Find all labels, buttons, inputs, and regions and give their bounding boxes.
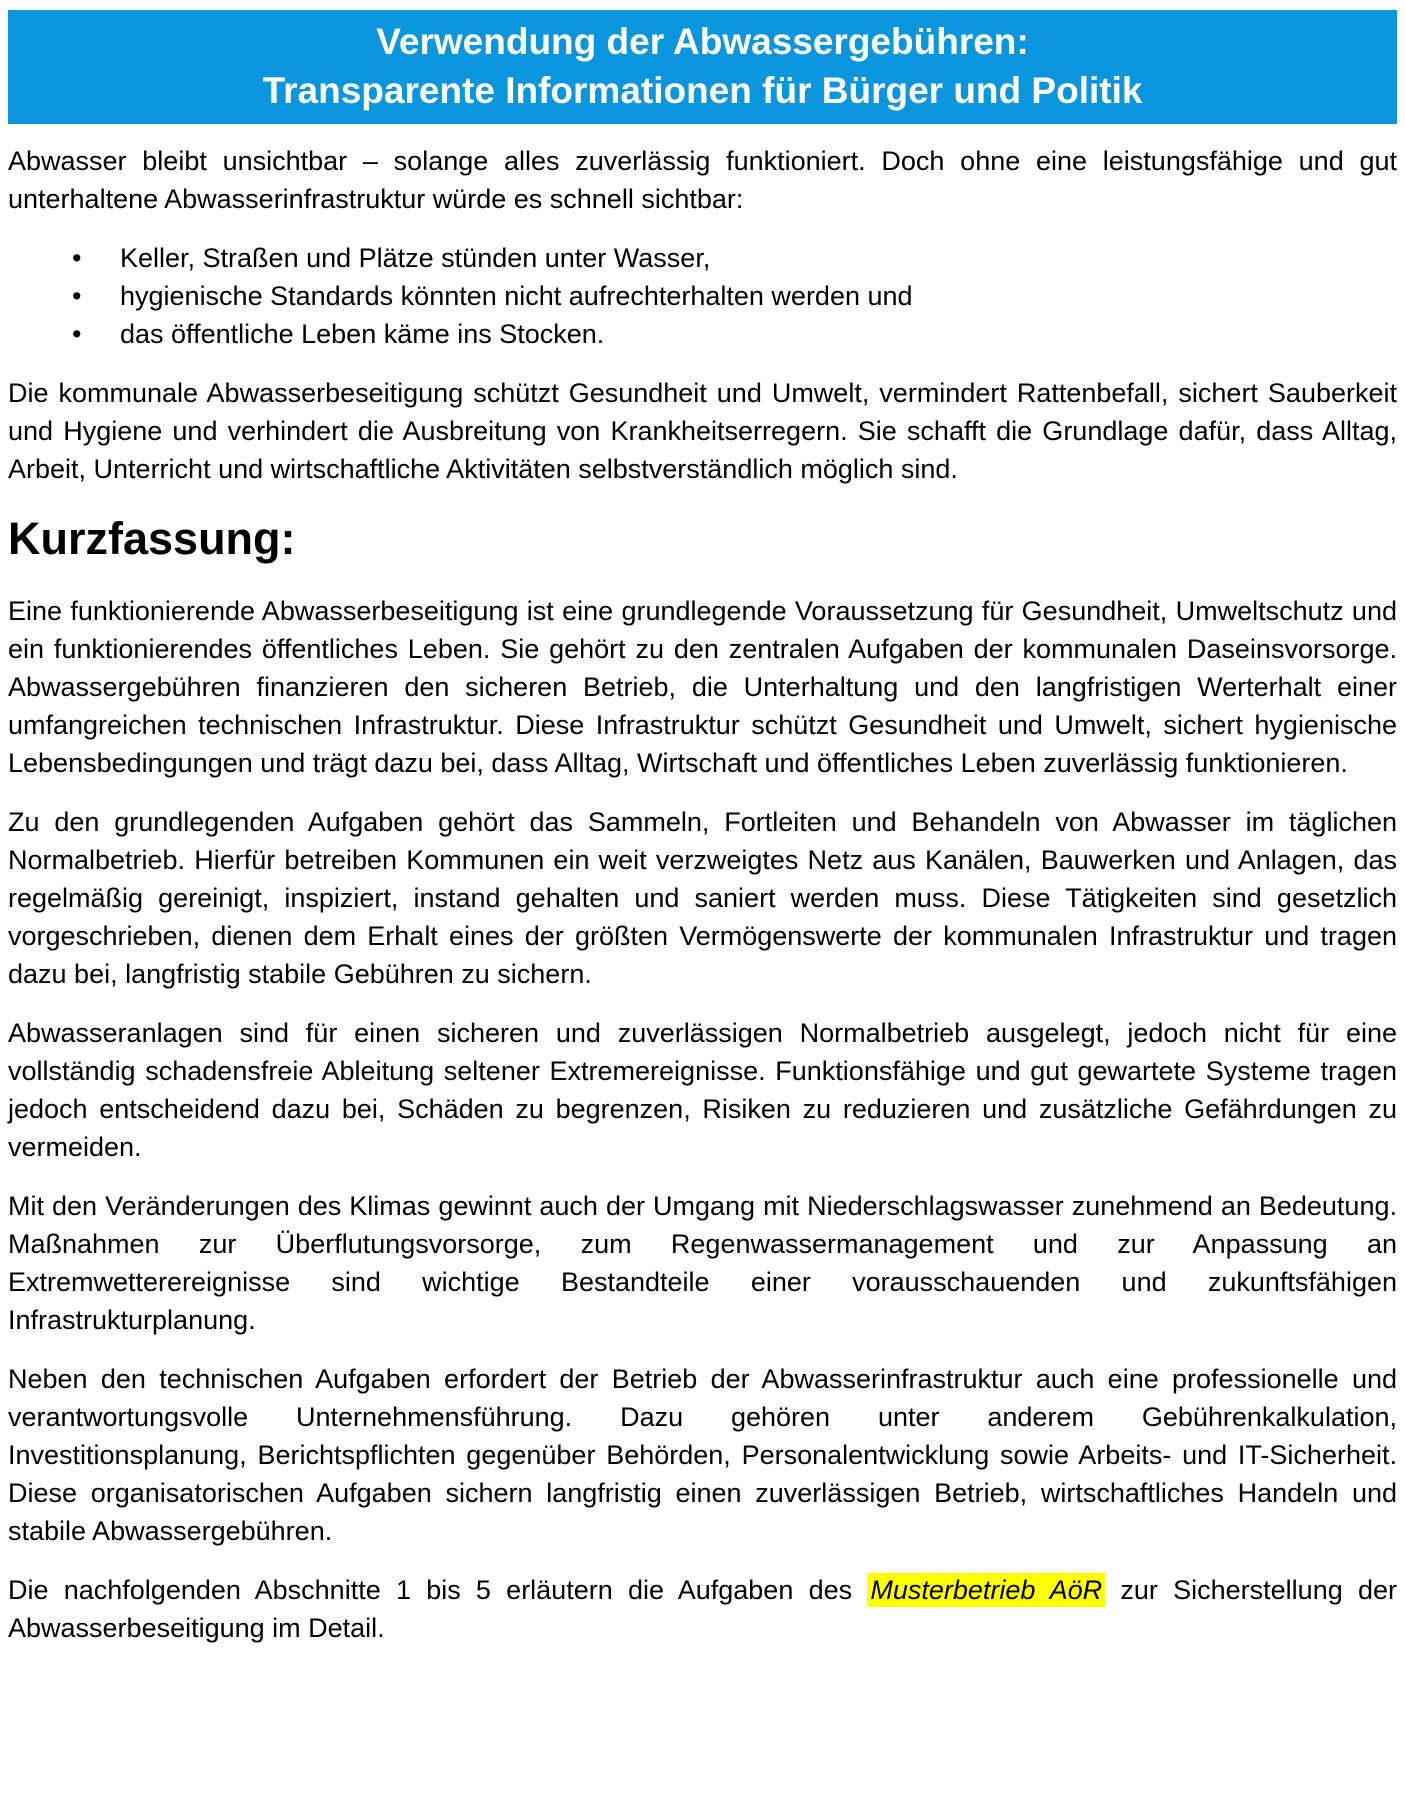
document-title-line-2: Transparente Informationen für Bürger und Politik: [262, 70, 1143, 111]
list-item-public-life: • das öffentliche Leben käme ins Stocken.: [120, 315, 1397, 353]
benefits-paragraph: Die kommunale Abwasserbeseitigung schützt Gesundheit und Umwelt, vermindert Rattenbefall, sichert Sauberkeit und Hygiene und verhindert die Ausbreitung von Krankheitserregern. Sie schafft die Grundlage dafür, dass Alltag, Arbeit, Unterricht und wirtschaftliche Aktivitäten selbstverständlich möglich sind.: [8, 378, 1397, 484]
intro-paragraph: Abwasser bleibt unsichtbar – solange alles zuverlässig funktioniert. Doch ohne eine leistungsfähige und gut unterhaltene Abwasserinfrastruktur würde es schnell sichtbar:: [8, 146, 1397, 214]
document-body: [8, 142, 1397, 1647]
impact-list: [8, 239, 1397, 353]
closing-text-after: zur Sicherstellung der Abwasserbeseitigung im Detail.: [8, 1575, 1397, 1643]
summary-paragraph-4: Mit den Veränderungen des Klimas gewinnt auch der Umgang mit Niederschlagswasser zunehmend an Bedeutung. Maßnahmen zur Überflutungsvorsorge, zum Regenwassermanagement und zur Anpassung an Extremwetterereignisse sind wichtige Bestandteile einer vorausschauenden und zukunftsfähigen Infrastrukturplanung.: [8, 1191, 1397, 1335]
highlighted-company-name: Musterbetrieb AöR: [867, 1573, 1105, 1607]
summary-paragraph-2: Zu den grundlegenden Aufgaben gehört das Sammeln, Fortleiten und Behandeln von Abwasser im täglichen Normalbetrieb. Hierfür betreiben Kommunen ein weit verzweigtes Netz aus Kanälen, Bauwerken und Anlagen, das regelmäßig gereinigt, inspiziert, instand gehalten und saniert werden muss. Diese Tätigkeiten sind gesetzlich vorgeschrieben, dienen dem Erhalt eines der größten Vermögenswerte der kommunalen Infrastruktur und tragen dazu bei, langfristig stabile Gebühren zu sichern.: [8, 807, 1397, 989]
closing-text-before: Die nachfolgenden Abschnitte 1 bis 5 erläutern die Aufgaben des: [8, 1575, 868, 1605]
document-title-line-1: Verwendung der Abwassergebühren:: [376, 21, 1029, 62]
section-heading-kurzfassung: Kurzfassung:: [8, 513, 296, 564]
summary-paragraph-3: Abwasseranlagen sind für einen sicheren und zuverlässigen Normalbetrieb ausgelegt, jedoch nicht für eine vollständig schadensfreie Ableitung seltener Extremereignisse. Funktionsfähige und gut gewartete Systeme tragen jedoch entscheidend dazu bei, Schäden zu begrenzen, Risiken zu reduzieren und zusätzliche Gefährdungen zu vermeiden.: [8, 1018, 1397, 1162]
summary-paragraph-1: Eine funktionierende Abwasserbeseitigung ist eine grundlegende Voraussetzung für Gesundheit, Umweltschutz und ein funktionierendes öffentliches Leben. Sie gehört zu den zentralen Aufgaben der kommunalen Daseinsvorsorge. Abwassergebühren finanzieren den sicheren Betrieb, die Unterhaltung und den langfristigen Werterhalt einer umfangreichen technischen Infrastruktur. Diese Infrastruktur schützt Gesundheit und Umwelt, sichert hygienische Lebensbedingungen und trägt dazu bei, dass Alltag, Wirtschaft und öffentliches Leben zuverlässig funktionieren.: [8, 596, 1397, 778]
list-item-flooding: • Keller, Straßen und Plätze stünden unter Wasser,: [120, 239, 1397, 277]
closing-paragraph: [8, 1571, 1397, 1647]
list-item-hygiene: • hygienische Standards könnten nicht aufrechterhalten werden und: [120, 277, 1397, 315]
summary-paragraph-5: Neben den technischen Aufgaben erfordert der Betrieb der Abwasserinfrastruktur auch eine professionelle und verantwortungsvolle Unternehmensführung. Dazu gehören unter anderem Gebührenkalkulation, Investitionsplanung, Berichtspflichten gegenüber Behörden, Personalentwicklung sowie Arbeits- und IT-Sicherheit. Diese organisatorischen Aufgaben sichern langfristig einen zuverlässigen Betrieb, wirtschaftliches Handeln und stabile Abwassergebühren.: [8, 1364, 1397, 1546]
title-banner: [8, 10, 1397, 124]
